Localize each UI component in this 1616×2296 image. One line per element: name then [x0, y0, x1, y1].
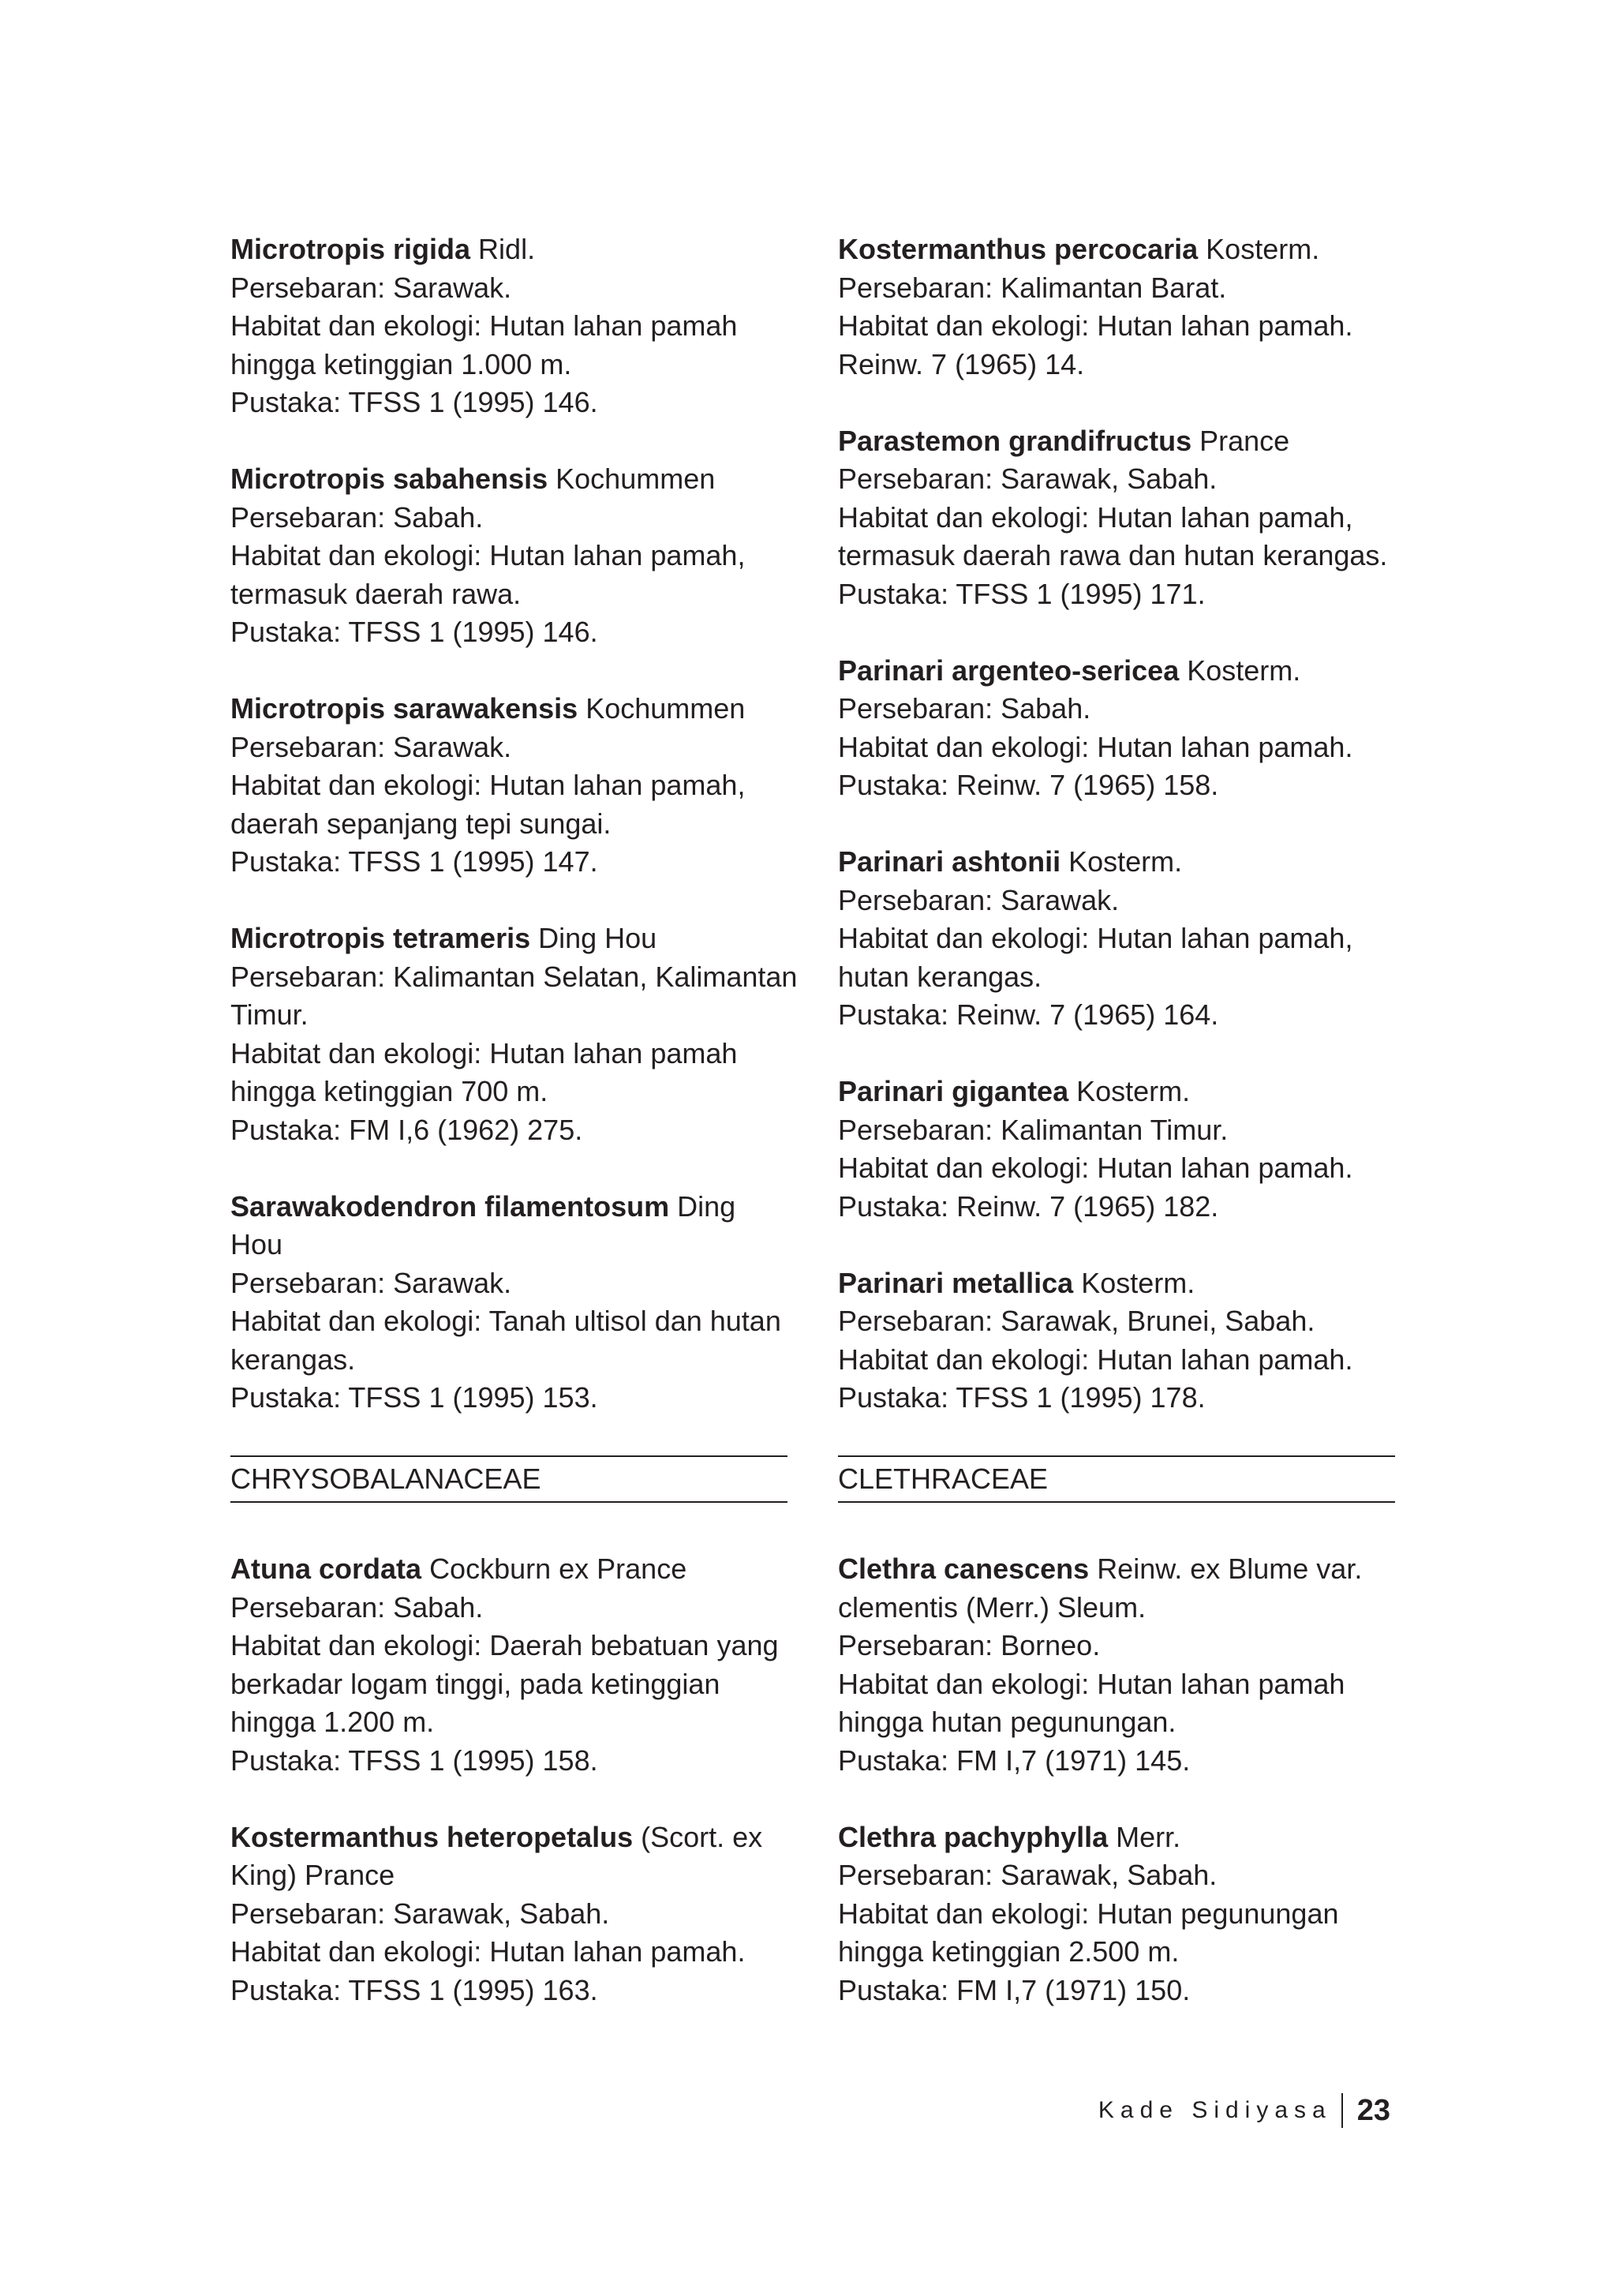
species-author: Ding Hou [538, 922, 657, 954]
right-column [838, 230, 1414, 2048]
species-detail-line: Habitat dan ekologi: Hutan lahan pamah, [838, 922, 1353, 954]
species-detail-line: hingga ketinggian 1.000 m. [230, 347, 572, 380]
species-name: Parinari metallica [838, 1266, 1074, 1299]
species-detail-line: Pustaka: TFSS 1 (1995) 171. [838, 577, 1206, 610]
species-entry [838, 230, 1414, 384]
species-name: Parinari ashtonii [838, 845, 1061, 878]
family-heading: CLETHRACEAE [838, 1455, 1395, 1503]
species-name: Parastemon grandifructus [838, 424, 1192, 457]
species-author: Kochummen [556, 463, 716, 495]
species-detail-line: Habitat dan ekologi: Tanah ultisol dan hutan [230, 1305, 781, 1337]
species-detail-line: Pustaka: FM I,6 (1962) 275. [230, 1113, 583, 1146]
species-detail-line: hingga ketinggian 2.500 m. [838, 1935, 1180, 1968]
species-detail-line: Habitat dan ekologi: Hutan lahan pamah, [230, 769, 746, 801]
species-name: Clethra pachyphylla [838, 1820, 1109, 1853]
entry-list-top [230, 230, 806, 1418]
species-author-continued: Hou [230, 1228, 283, 1260]
species-heading [838, 1550, 1414, 1589]
species-entry [230, 920, 806, 1149]
species-heading [838, 1073, 1414, 1111]
species-entry [838, 422, 1414, 614]
species-detail-line: Habitat dan ekologi: Hutan lahan pamah. [838, 1343, 1353, 1376]
species-detail-line: Timur. [230, 998, 309, 1031]
species-heading [838, 230, 1414, 269]
species-detail-line: Pustaka: TFSS 1 (1995) 163. [230, 1973, 598, 2006]
species-detail-line: Pustaka: TFSS 1 (1995) 158. [230, 1744, 598, 1777]
species-heading [230, 230, 806, 269]
species-detail-line: Pustaka: Reinw. 7 (1965) 164. [838, 998, 1219, 1031]
species-detail-line: Habitat dan ekologi: Hutan lahan pamah [230, 1036, 738, 1069]
species-entry [230, 1550, 806, 1780]
species-author: Reinw. ex Blume var. [1097, 1553, 1363, 1585]
species-detail-line: Persebaran: Kalimantan Timur. [838, 1113, 1229, 1146]
species-name: Sarawakodendron filamentosum [230, 1189, 670, 1223]
species-detail-line: Habitat dan ekologi: Hutan pegunungan [838, 1897, 1339, 1930]
species-detail-line: termasuk daerah rawa. [230, 577, 522, 610]
species-detail-line: Persebaran: Sarawak. [838, 883, 1120, 916]
species-entry [838, 1073, 1414, 1226]
species-heading [838, 1264, 1414, 1303]
species-detail-line: Pustaka: TFSS 1 (1995) 146. [230, 386, 598, 418]
species-author: Kosterm. [1068, 845, 1183, 878]
species-detail-line: hingga 1.200 m. [230, 1706, 435, 1738]
species-name: Microtropis tetrameris [230, 922, 531, 954]
species-author: (Scort. ex [641, 1820, 763, 1853]
species-detail-line: Habitat dan ekologi: Hutan lahan pamah. [230, 1935, 746, 1968]
species-detail-line: Persebaran: Sarawak. [230, 1266, 512, 1299]
species-name: Parinari argenteo-sericea [838, 654, 1180, 687]
species-heading [230, 690, 806, 729]
species-detail-line: Habitat dan ekologi: Hutan lahan pamah, [838, 500, 1353, 534]
species-detail-line: hutan kerangas. [838, 960, 1042, 993]
entry-list-bottom [230, 1550, 806, 2009]
species-detail-line: Habitat dan ekologi: Daerah bebatuan yang [230, 1629, 779, 1661]
species-author: Kosterm. [1081, 1266, 1195, 1299]
species-author: Ridl. [478, 233, 536, 265]
species-heading [838, 422, 1414, 461]
species-author: Ding [677, 1189, 736, 1223]
species-entry [230, 230, 806, 422]
species-heading [838, 1818, 1414, 1857]
species-detail-line: Habitat dan ekologi: Hutan lahan pamah, [230, 539, 746, 571]
species-author: Kosterm. [1187, 654, 1301, 687]
species-entry [838, 1550, 1414, 1780]
species-detail-line: Habitat dan ekologi: Hutan lahan pamah [230, 309, 738, 342]
species-author: Cockburn ex Prance [429, 1553, 687, 1585]
species-name: Microtropis sarawakensis [230, 692, 578, 725]
page-footer [1098, 2090, 1390, 2130]
species-name: Kostermanthus heteropetalus [230, 1820, 634, 1853]
species-heading [838, 843, 1414, 882]
page-number: 23 [1356, 2094, 1390, 2128]
species-detail-line: Pustaka: FM I,7 (1971) 150. [838, 1973, 1191, 2006]
species-detail-line: hingga hutan pegunungan. [838, 1706, 1176, 1738]
species-detail-line: Persebaran: Sabah. [838, 692, 1091, 725]
entry-list-top [838, 230, 1414, 1418]
species-detail-line: Persebaran: Sabah. [230, 1590, 484, 1624]
species-detail-line: Habitat dan ekologi: Hutan lahan pamah. [838, 309, 1353, 342]
species-entry [838, 1264, 1414, 1418]
species-name: Parinari gigantea [838, 1075, 1069, 1107]
species-name: Microtropis sabahensis [230, 463, 548, 495]
species-detail-line: Persebaran: Sarawak. [230, 730, 512, 763]
species-detail-line: Pustaka: FM I,7 (1971) 145. [838, 1744, 1191, 1777]
species-detail-line: Persebaran: Borneo. [838, 1629, 1101, 1661]
species-heading [230, 920, 806, 958]
species-detail-line: Pustaka: TFSS 1 (1995) 147. [230, 845, 598, 878]
species-author-continued: King) Prance [230, 1859, 395, 1891]
footer-divider [1341, 2093, 1343, 2128]
species-detail-line: Pustaka: Reinw. 7 (1965) 158. [838, 769, 1219, 801]
species-detail-line: berkadar logam tinggi, pada ketinggian [230, 1667, 720, 1700]
species-name: Clethra canescens [838, 1553, 1090, 1585]
species-detail-line: Habitat dan ekologi: Hutan lahan pamah. [838, 730, 1353, 763]
species-detail-line: Persebaran: Sarawak, Sabah. [230, 1897, 610, 1930]
species-heading [230, 1550, 806, 1589]
species-detail-line: Persebaran: Kalimantan Barat. [838, 271, 1227, 304]
species-detail-line: Reinw. 7 (1965) 14. [838, 347, 1085, 380]
species-detail-line: Pustaka: Reinw. 7 (1965) 182. [838, 1189, 1219, 1223]
species-detail-line: Persebaran: Kalimantan Selatan, Kalimantan [230, 960, 798, 993]
species-detail-line: Pustaka: TFSS 1 (1995) 146. [230, 616, 598, 648]
left-column [230, 230, 806, 2048]
species-author: Kosterm. [1206, 233, 1320, 265]
species-author: Prance [1199, 424, 1290, 457]
entry-list-bottom [838, 1550, 1414, 2009]
family-heading: CHRYSOBALANACEAE [230, 1455, 787, 1503]
species-detail-line: Persebaran: Sarawak. [230, 271, 512, 304]
footer-author: Kade Sidiyasa [1098, 2097, 1332, 2124]
species-detail-line: Habitat dan ekologi: Hutan lahan pamah [838, 1667, 1345, 1700]
species-detail-line: daerah sepanjang tepi sungai. [230, 807, 612, 840]
species-entry [230, 1818, 806, 2010]
species-entry [230, 460, 806, 652]
species-detail-line: termasuk daerah rawa dan hutan kerangas. [838, 539, 1388, 571]
species-detail-line: Pustaka: TFSS 1 (1995) 178. [838, 1381, 1206, 1414]
species-detail-line: hingga ketinggian 700 m. [230, 1075, 548, 1107]
species-entry [230, 1188, 806, 1418]
species-name: Kostermanthus percocaria [838, 233, 1199, 265]
species-heading [838, 652, 1414, 691]
species-detail-line: Persebaran: Sarawak, Brunei, Sabah. [838, 1305, 1315, 1337]
species-author: Kosterm. [1076, 1075, 1191, 1107]
species-detail-line: Habitat dan ekologi: Hutan lahan pamah. [838, 1152, 1353, 1184]
species-detail-line: kerangas. [230, 1343, 356, 1376]
species-author: Kochummen [585, 692, 746, 725]
species-author: Merr. [1116, 1820, 1181, 1853]
species-name: Atuna cordata [230, 1553, 422, 1585]
species-author-continued: clementis (Merr.) Sleum. [838, 1590, 1147, 1624]
species-entry [838, 652, 1414, 805]
species-detail-line: Persebaran: Sabah. [230, 500, 484, 534]
species-heading [230, 1188, 806, 1227]
species-heading [230, 460, 806, 499]
species-detail-line: Pustaka: TFSS 1 (1995) 153. [230, 1381, 598, 1414]
species-entry [230, 690, 806, 882]
species-heading [230, 1818, 806, 1857]
species-entry [838, 843, 1414, 1035]
species-detail-line: Persebaran: Sarawak, Sabah. [838, 1859, 1218, 1891]
species-entry [838, 1818, 1414, 2010]
species-name: Microtropis rigida [230, 233, 471, 265]
species-detail-line: Persebaran: Sarawak, Sabah. [838, 463, 1218, 495]
